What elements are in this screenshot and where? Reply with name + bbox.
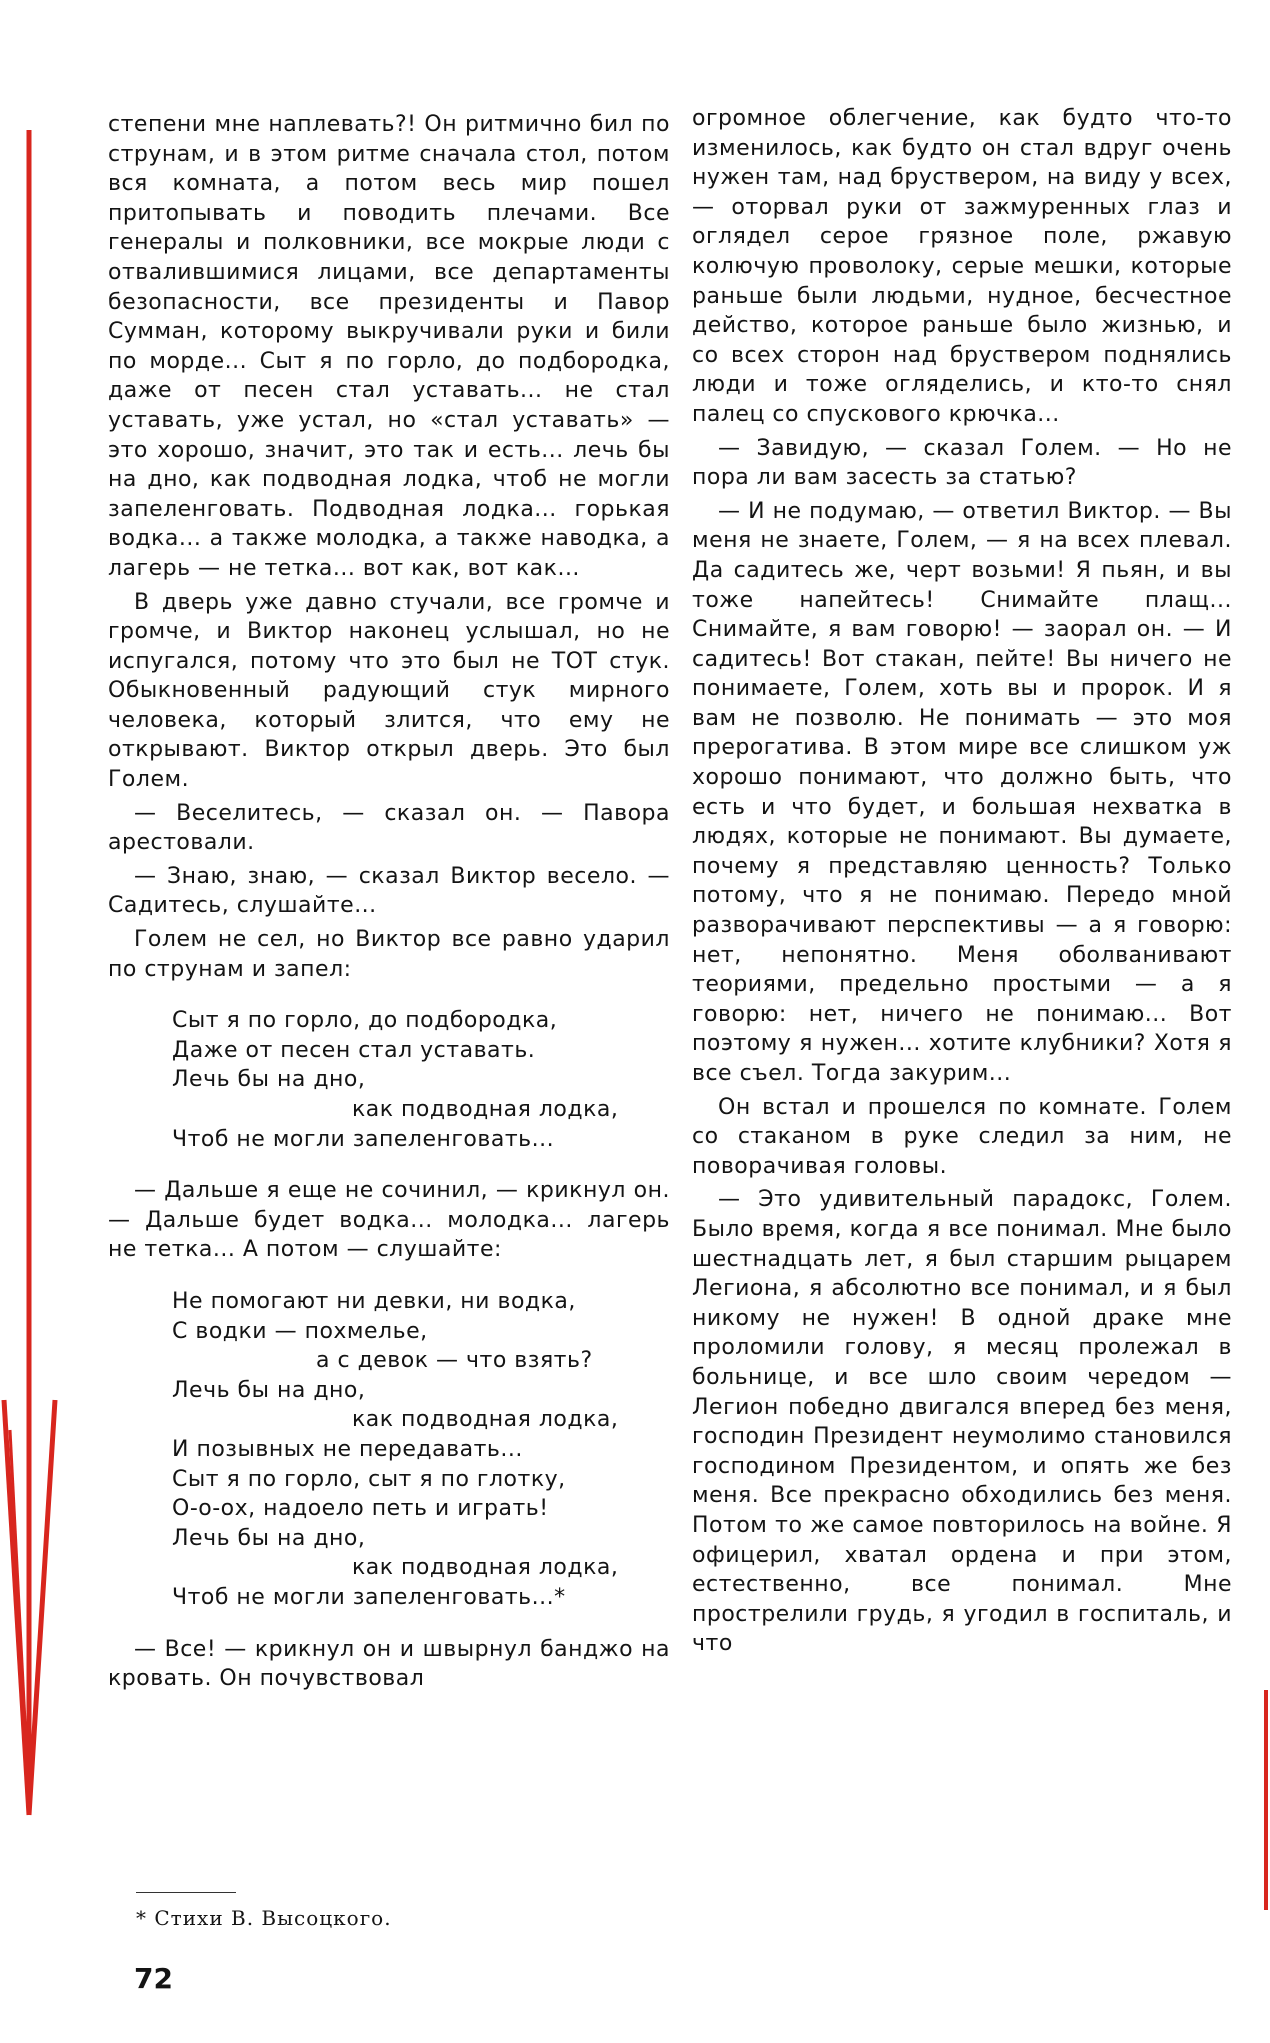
footnote-rule (136, 1892, 236, 1893)
paragraph: Он встал и прошелся по комнате. Голем со стаканом в руке следил за ним, не поворачивая головы. (692, 1094, 1232, 1179)
verse-line: Сыт я по горло, сыт я по глотку, (172, 1466, 566, 1492)
verse-line: Лечь бы на дно, (172, 1525, 366, 1551)
paragraph: — Веселитесь, — сказал он. — Павора арестовали. (108, 800, 670, 856)
verse-line: как подводная лодка, (352, 1407, 619, 1433)
verse-line: а с девок — что взять? (316, 1348, 593, 1374)
paragraph: — И не подумаю, — ответил Виктор. — Вы меня не знаете, Голем, — я на всех плевал. Да садитесь же, черт возьми! Я пьян, и вы тоже напейтесь! Снимайте плащ... Снимайте, я вам говорю! — заорал он. — И садитесь! Вот стакан, пейте! Вы ничего не понимаете, Голем, хоть вы и пророк. И я вам не позволю. Не понимать — это моя прерогатива. В этом мире все слишком уж хорошо понимают, что должно быть, что есть и что будет, и большая нехватка в людях, которые не понимают. Вы думаете, почему я представляю ценность? Только потому, что я не понимаю. Передо мной разворачивают перспективы — а я говорю: нет, непонятно. Меня оболванивают теориями, предельно простыми — а я говорю: нет, ничего не понимаю... Вот поэтому я нужен... хотите клубники? Хотя я все съел. Тогда закурим... (692, 498, 1232, 1086)
red-margin-decoration (0, 0, 80, 2043)
paragraph: — Знаю, знаю, — сказал Виктор весело. — Садитесь, слушайте... (108, 863, 670, 919)
verse-line: Даже от песен стал уставать. (172, 1037, 536, 1063)
paragraph: В дверь уже давно стучали, все громче и громче, и Виктор наконец услышал, но не испугался, потому что это был не ТОТ стук. Обыкновенный радующий стук мирного человека, который злится, что ему не открывают. Виктор открыл дверь. Это был Голем. (108, 589, 670, 793)
page-number: 72 (134, 1962, 173, 1995)
footnote: * Стихи В. Высоцкого. (136, 1906, 392, 1930)
verse-line: О-о-ох, надоело петь и играть! (172, 1496, 549, 1522)
paragraph: — Дальше я еще не сочинил, — крикнул он. — Дальше будет водка... молодка... лагерь не тетка... А потом — слушайте: (108, 1178, 670, 1263)
right-text-column (692, 104, 1232, 1659)
verse-line: Не помогают ни девки, ни водка, (172, 1288, 576, 1314)
verse-block (172, 1006, 670, 1154)
verse-line: Сыт я по горло, до подбородка, (172, 1008, 558, 1034)
verse-line: Чтоб не могли запеленговать...* (172, 1584, 566, 1610)
verse-line: как подводная лодка, (352, 1097, 619, 1122)
verse-line: как подводная лодка, (352, 1555, 619, 1581)
left-text-column (108, 110, 670, 1694)
paragraph: степени мне наплевать?! Он ритмично бил по струнам, и в этом ритме сначала стол, потом вся комната, а потом весь мир пошел притопывать и поводить плечами. Все генералы и полковники, все мокрые люди с отвалившимися лицами, все департаменты безопасности, все президенты и Павор Сумман, которому выкручивали руки и били по морде... Сыт я по горло, до подбородка, даже от песен стал уставать... не стал уставать, уже устал, но «стал уставать» — это хорошо, значит, это так и есть... лечь бы на дно, как подводная лодка, чтоб не могли запеленговать. Подводная лодка... горькая водка... а также молодка, а также наводка, а лагерь — не тетка... вот как, вот как... (108, 112, 670, 581)
paragraph: Голем не сел, но Виктор все равно ударил по струнам и запел: (108, 927, 670, 982)
paragraph: — Все! — крикнул он и швырнул банджо на кровать. Он почувствовал (108, 1636, 670, 1692)
verse-line: Лечь бы на дно, (172, 1377, 366, 1403)
verse-line: И позывных не передавать... (172, 1436, 523, 1462)
verse-line: Чтоб не могли запеленговать... (172, 1126, 555, 1152)
red-margin-decoration-right (1254, 0, 1270, 2043)
verse-line: С водки — похмелье, (172, 1318, 428, 1344)
paragraph: — Это удивительный парадокс, Голем. Было время, когда я все понимал. Мне было шестнадцать лет, я был старшим рыцарем Легиона, я абсолютно все понимал, и я был никому не нужен! В одной драке мне проломили голову, я месяц пролежал в больнице, и все шло своим чередом — Легион победно двигался вперед без меня, господин Президент неумолимо становился господином Президентом, и опять же без меня. Все прекрасно обходились без меня. Потом то же самое повторилось на войне. Я офицерил, хватал ордена и при этом, естественно, все понимал. Мне прострелили грудь, я угодил в госпиталь, и что (692, 1187, 1232, 1657)
verse-line: Лечь бы на дно, (172, 1067, 366, 1093)
paragraph: огромное облегчение, как будто что-то изменилось, как будто он стал вдруг очень нужен там, над бруствером, на виду у всех, — оторвал руки от зажмуренных глаз и оглядел серое грязное поле, ржавую колючую проволоку, серые мешки, которые раньше были людьми, нудное, бесчестное действо, которое раньше было жизнью, и со всех сторон над бруствером поднялись люди и тоже огляделись, и кто-то снял палец со спускового крючка... (692, 106, 1232, 427)
paragraph: — Завидую, — сказал Голем. — Но не пора ли вам засесть за статью? (692, 435, 1232, 491)
verse-block (172, 1287, 670, 1613)
